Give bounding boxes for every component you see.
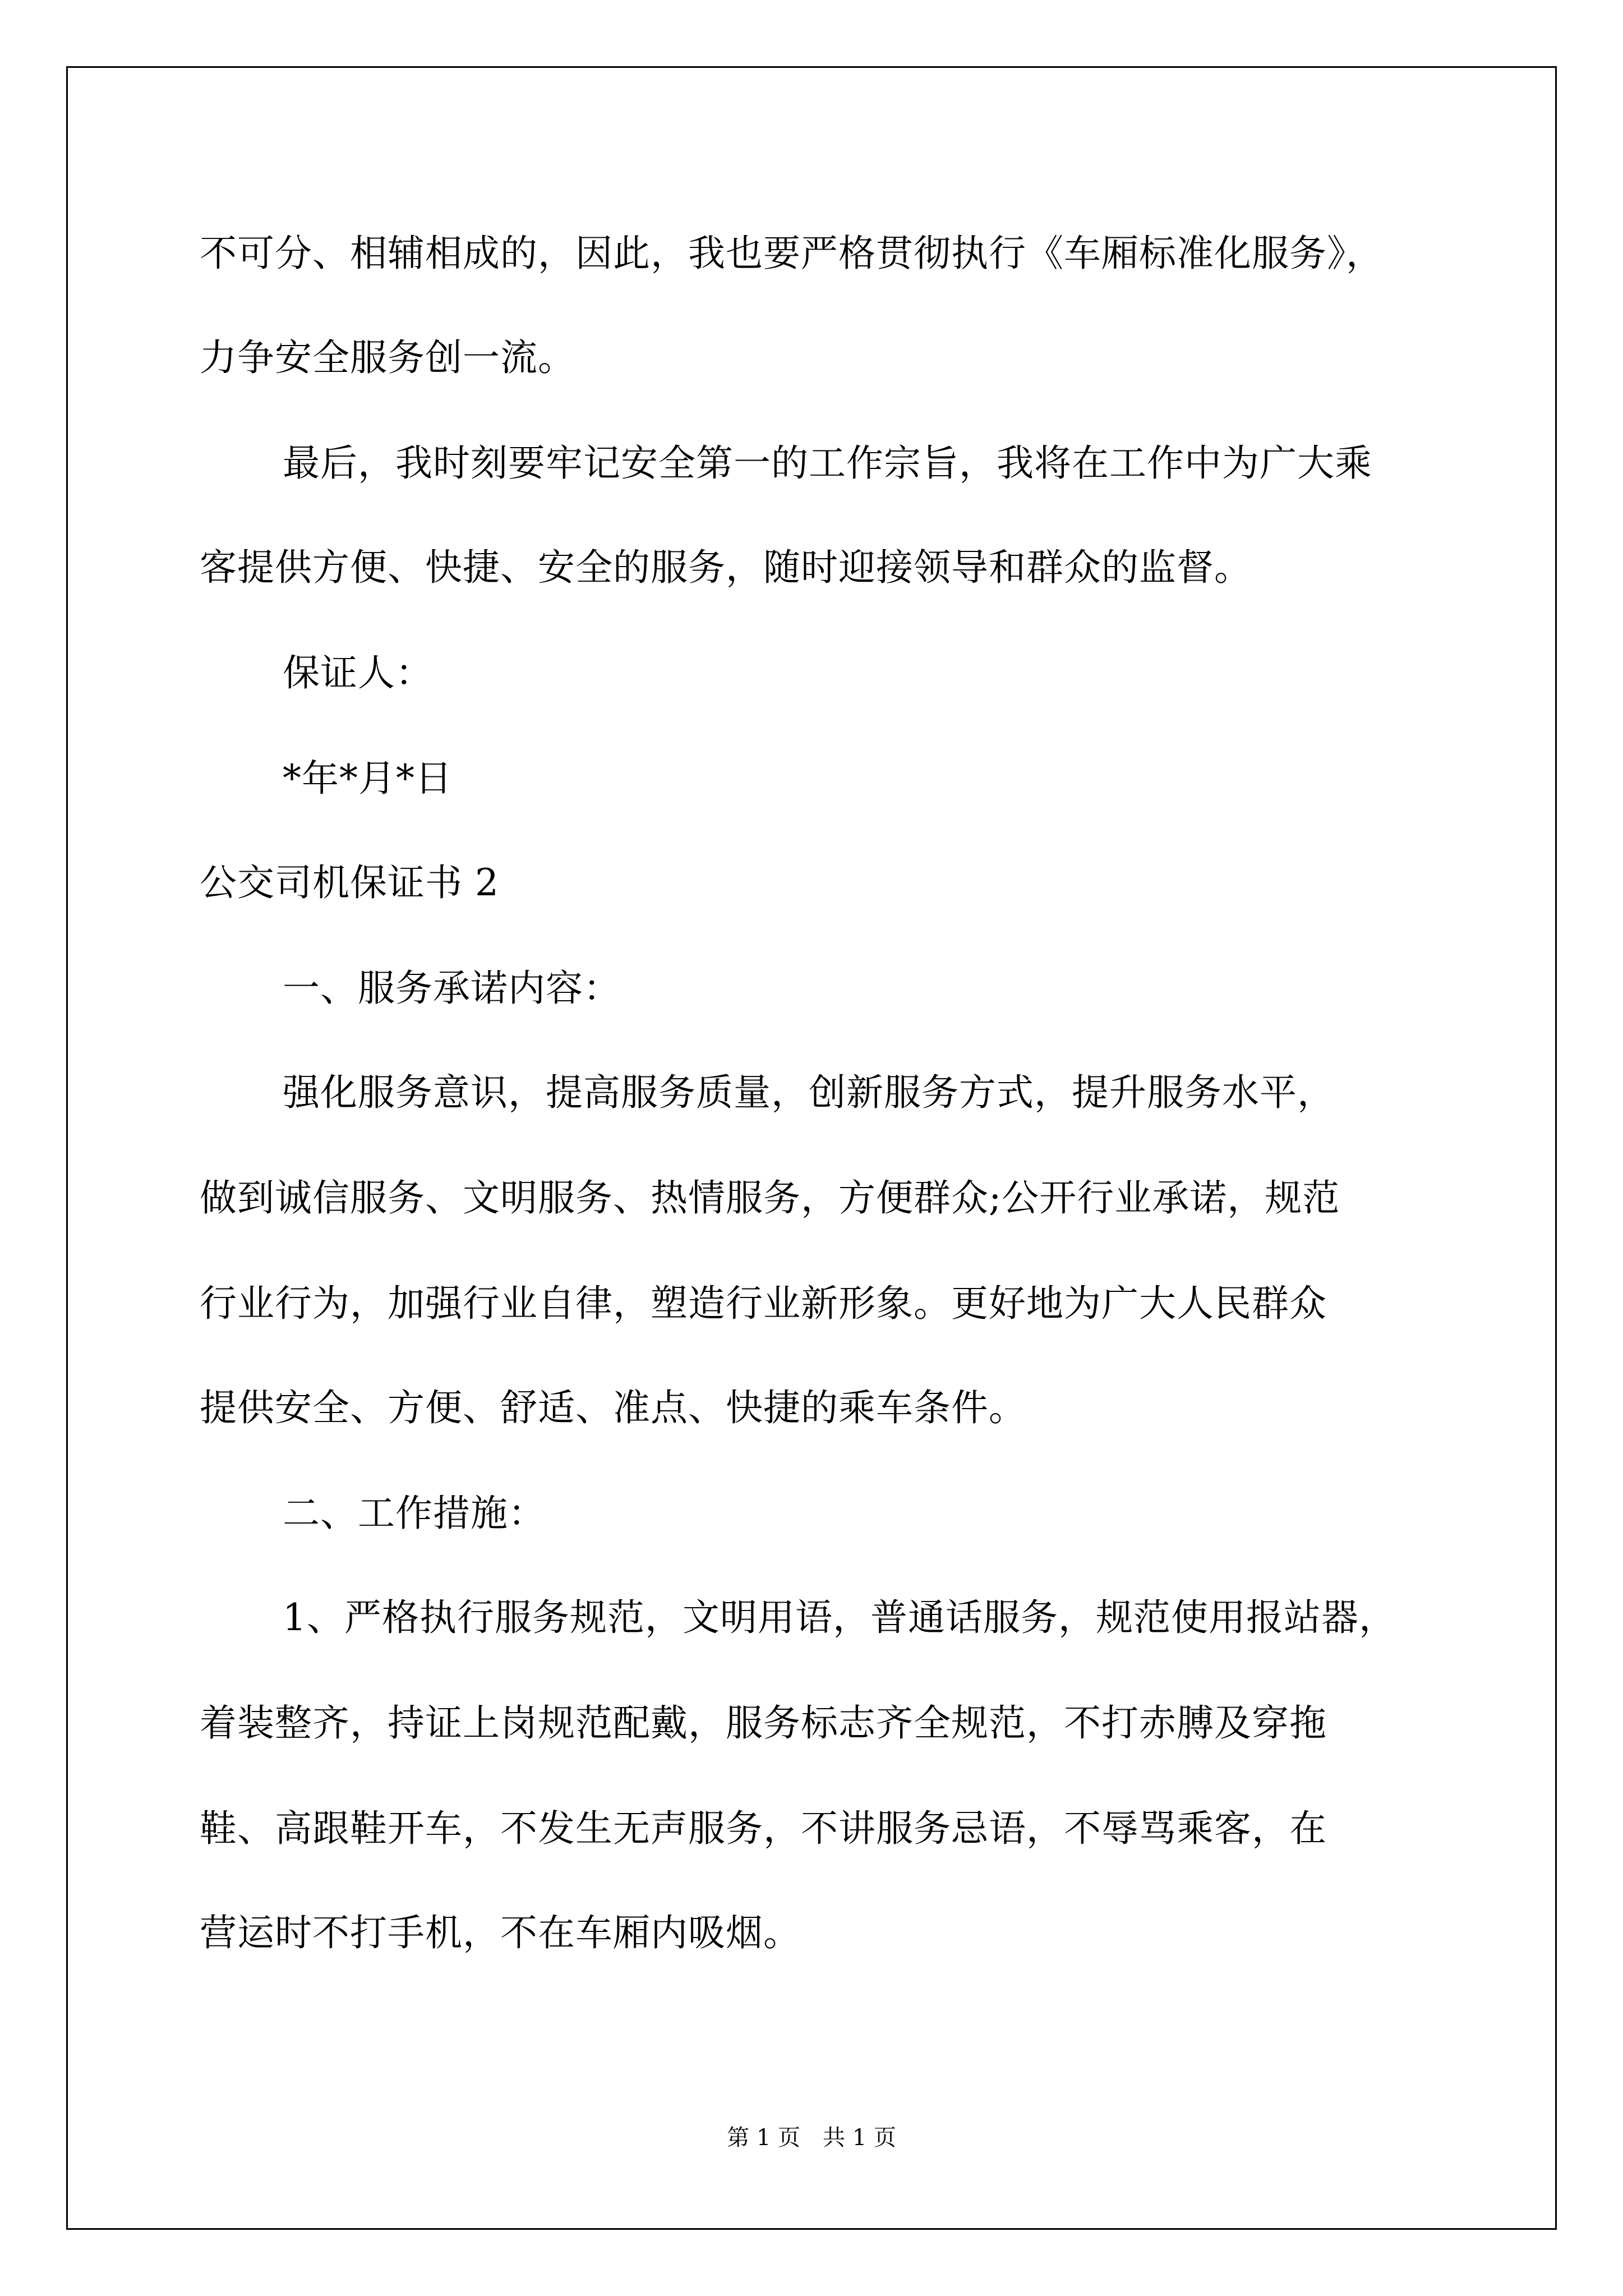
text-line: 一、服务承诺内容： [283, 967, 621, 1010]
text-line: 二、工作措施： [283, 1492, 546, 1535]
text-line: 客提供方便、快捷、安全的服务，随时迎接领导和群众的监督。 [200, 546, 1252, 589]
text-line: 提供安全、方便、舒适、准点、快捷的乘车条件。 [200, 1386, 1026, 1429]
page-footer: 第 1 页 共 1 页 [727, 2125, 896, 2151]
text-line: 不可分、相辅相成的，因此，我也要严格贯彻执行《车厢标准化服务》， [200, 232, 1384, 275]
text-line: 保证人： [283, 651, 433, 694]
text-line: 行业行为，加强行业自律，塑造行业新形象。更好地为广大人民群众 [200, 1282, 1327, 1325]
text-line: 做到诚信服务、文明服务、热情服务，方便群众;公开行业承诺，规范 [200, 1176, 1340, 1220]
text-line: 鞋、高跟鞋开车，不发生无声服务，不讲服务忌语，不辱骂乘客，在 [200, 1807, 1327, 1850]
text-line: 最后，我时刻要牢记安全第一的工作宗旨，我将在工作中为广大乘 [283, 441, 1372, 485]
text-line: 营运时不打手机，不在车厢内吸烟。 [200, 1911, 801, 1954]
text-line: 1、严格执行服务规范，文明用语，普通话服务，规范使用报站器， [283, 1596, 1396, 1639]
text-line: 强化服务意识，提高服务质量，创新服务方式，提升服务水平， [283, 1071, 1335, 1114]
text-line: 着装整齐，持证上岗规范配戴，服务标志齐全规范，不打赤膊及穿拖 [200, 1701, 1327, 1745]
page-border [66, 66, 1557, 2230]
text-line: *年*月*日 [283, 757, 453, 800]
section-title: 公交司机保证书 2 [200, 861, 499, 904]
text-line: 力争安全服务创一流。 [200, 336, 575, 379]
